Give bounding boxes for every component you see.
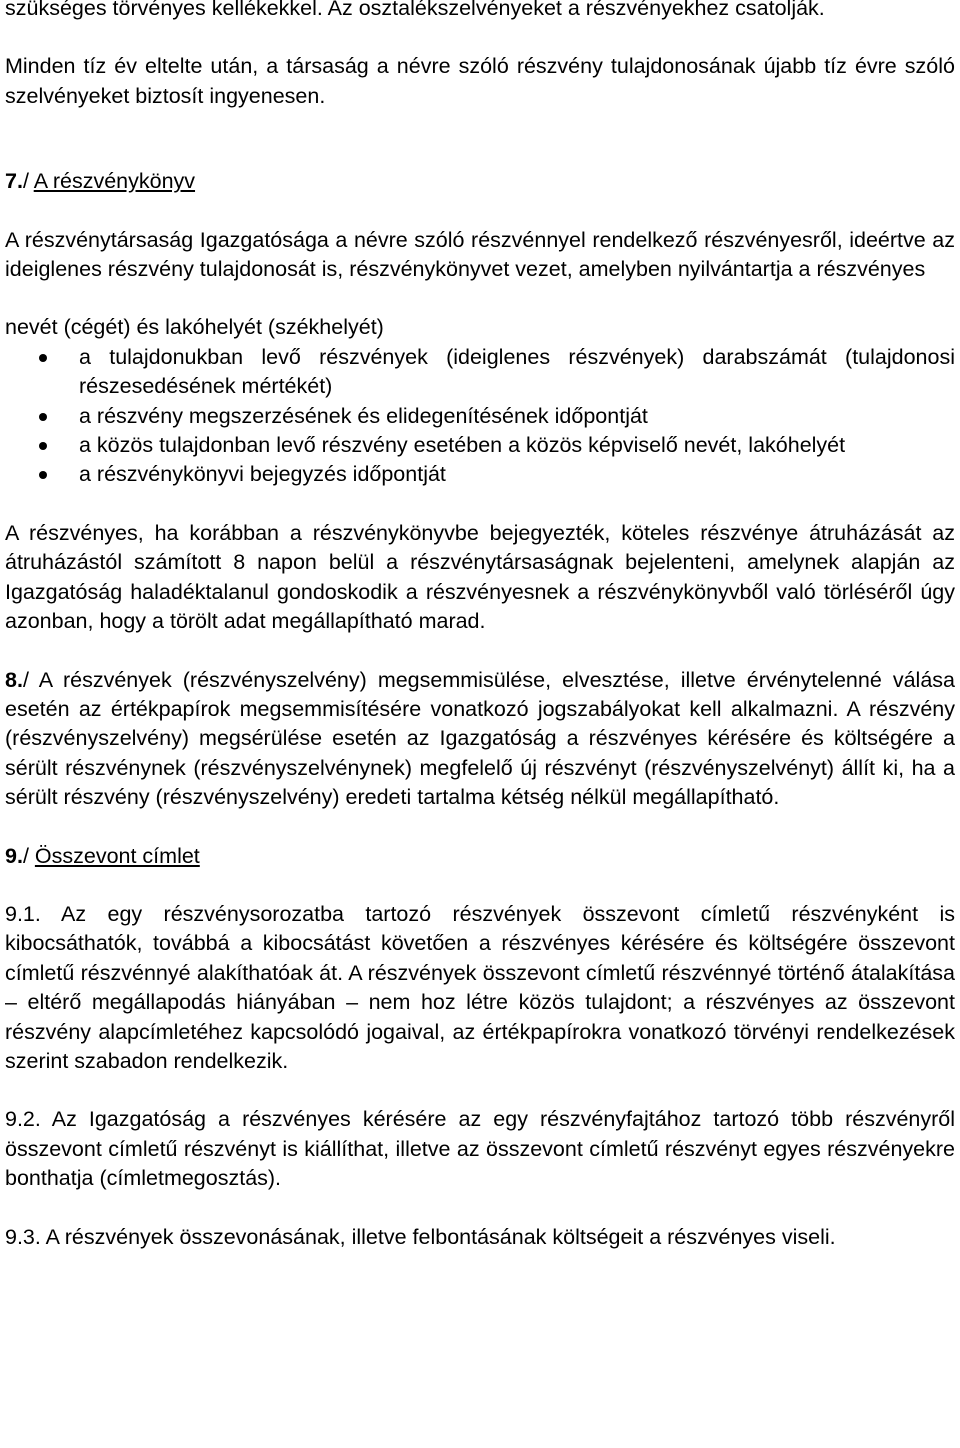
list-item-text: a tulajdonukban levő részvények (ideiglenes részvények) darabszámát (tulajdonosi részesedésének mértékét) <box>79 344 955 399</box>
list-item-text: a közös tulajdonban levő részvény esetében a közös képviselő nevét, lakóhelyét <box>79 433 846 458</box>
section-9-separator: / <box>22 843 35 868</box>
section-7-list-lead: nevét (cégét) és lakóhelyét (székhelyét) <box>5 315 384 340</box>
document-page <box>5 0 955 1252</box>
section-9-title: Összevont címlet <box>34 843 200 868</box>
section-7-bullet-list <box>5 343 955 490</box>
bullet-icon <box>39 471 47 479</box>
section-7-paragraph-1: A részvénytársaság Igazgatósága a névre szóló részvénnyel rendelkező részvényesről, ideértve az ideiglenes részvény tulajdonosát is, részvénykönyvet vezet, amelyben nyilvántartja a részvényes <box>5 227 955 282</box>
list-item <box>5 431 955 460</box>
bullet-icon <box>39 354 47 362</box>
section-9-2-paragraph: 9.2. Az Igazgatóság a részvényes kérésére az egy részvényfajtához tartozó több részvényről összevont címletű részvényt is kiállíthat, illetve az összevont címletű részvényt egyes részvényekre bonthatja (címletmegosztás). <box>5 1107 955 1191</box>
list-item <box>5 460 955 489</box>
list-item-text: a részvénykönyvi bejegyzés időpontját <box>79 462 446 487</box>
section-9-1-paragraph: 9.1. Az egy részvénysorozatba tartozó részvények összevont címletű részvényként is kibocsáthatók, továbbá a kibocsátást követően a részvényes kérésére és költségére összevont címletű részvénnyé alakíthatóak át. A részvények összevont címletű részvénnyé történő átalakítása – eltérő megállapodás hiányában – nem hoz létre közös tulajdont; a részvényes az összevont részvény alapcímletéhez kapcsolódó jogaival, az értékpapírokra vonatkozó törvényi rendelkezések szerint szabadon rendelkezik. <box>5 901 955 1073</box>
section-9-heading <box>5 842 955 871</box>
list-item-text: a részvény megszerzésének és elidegenítésének időpontját <box>79 403 648 428</box>
section-7-title: A részvénykönyv <box>33 169 196 194</box>
bullet-icon <box>39 442 47 450</box>
section-9-number: 9. <box>5 843 23 868</box>
section-9-3-paragraph: 9.3. A részvények összevonásának, illetve felbontásának költségeit a részvényes viseli. <box>5 1224 836 1249</box>
paragraph-ten-years: Minden tíz év eltelte után, a társaság a névre szóló részvény tulajdonosának újabb tíz évre szóló szelvényeket biztosít ingyenesen. <box>5 54 955 108</box>
section-7-paragraph-2: A részvényes, ha korábban a részvénykönyvbe bejegyezték, köteles részvénye átruházását az átruházástól számított 8 napon belül a részvénytársaságnak bejelenteni, amelynek alapján az Igazgatóság haladéktalanul gondoskodik a részvényesnek a részvénykönyvből való törléséről úgy azonban, hogy a törölt adat megállapítható marad. <box>5 520 955 634</box>
bullet-icon <box>39 413 47 421</box>
list-item <box>5 402 955 431</box>
paragraph-intro: szükséges törvényes kellékekkel. Az osztalékszelvényeket a részvényekhez csatolják. <box>5 0 825 20</box>
section-7-heading <box>5 167 955 196</box>
section-8-text: / A részvények (részvényszelvény) megsemmisülése, elvesztése, illetve érvénytelenné válása esetén az értékpapírok megsemmisítésére vonatkozó jogszabályokat kell alkalmazni. A részvény (részvényszelvény) megsérülése esetén az Igazgatóság a részvényes kérésére és költségére a sérült részvénynek (részvényszelvénynek) megfelelő új részvényt (részvényszelvényt) állít ki, ha a sérült részvény (részvényszelvény) eredeti tartalma kétség nélkül megállapítható. <box>5 667 955 810</box>
section-7-number: 7. <box>5 169 23 194</box>
section-8-paragraph <box>5 666 955 813</box>
section-8-number: 8. <box>5 667 23 692</box>
list-item <box>5 343 955 402</box>
section-7-separator: / <box>22 169 34 194</box>
